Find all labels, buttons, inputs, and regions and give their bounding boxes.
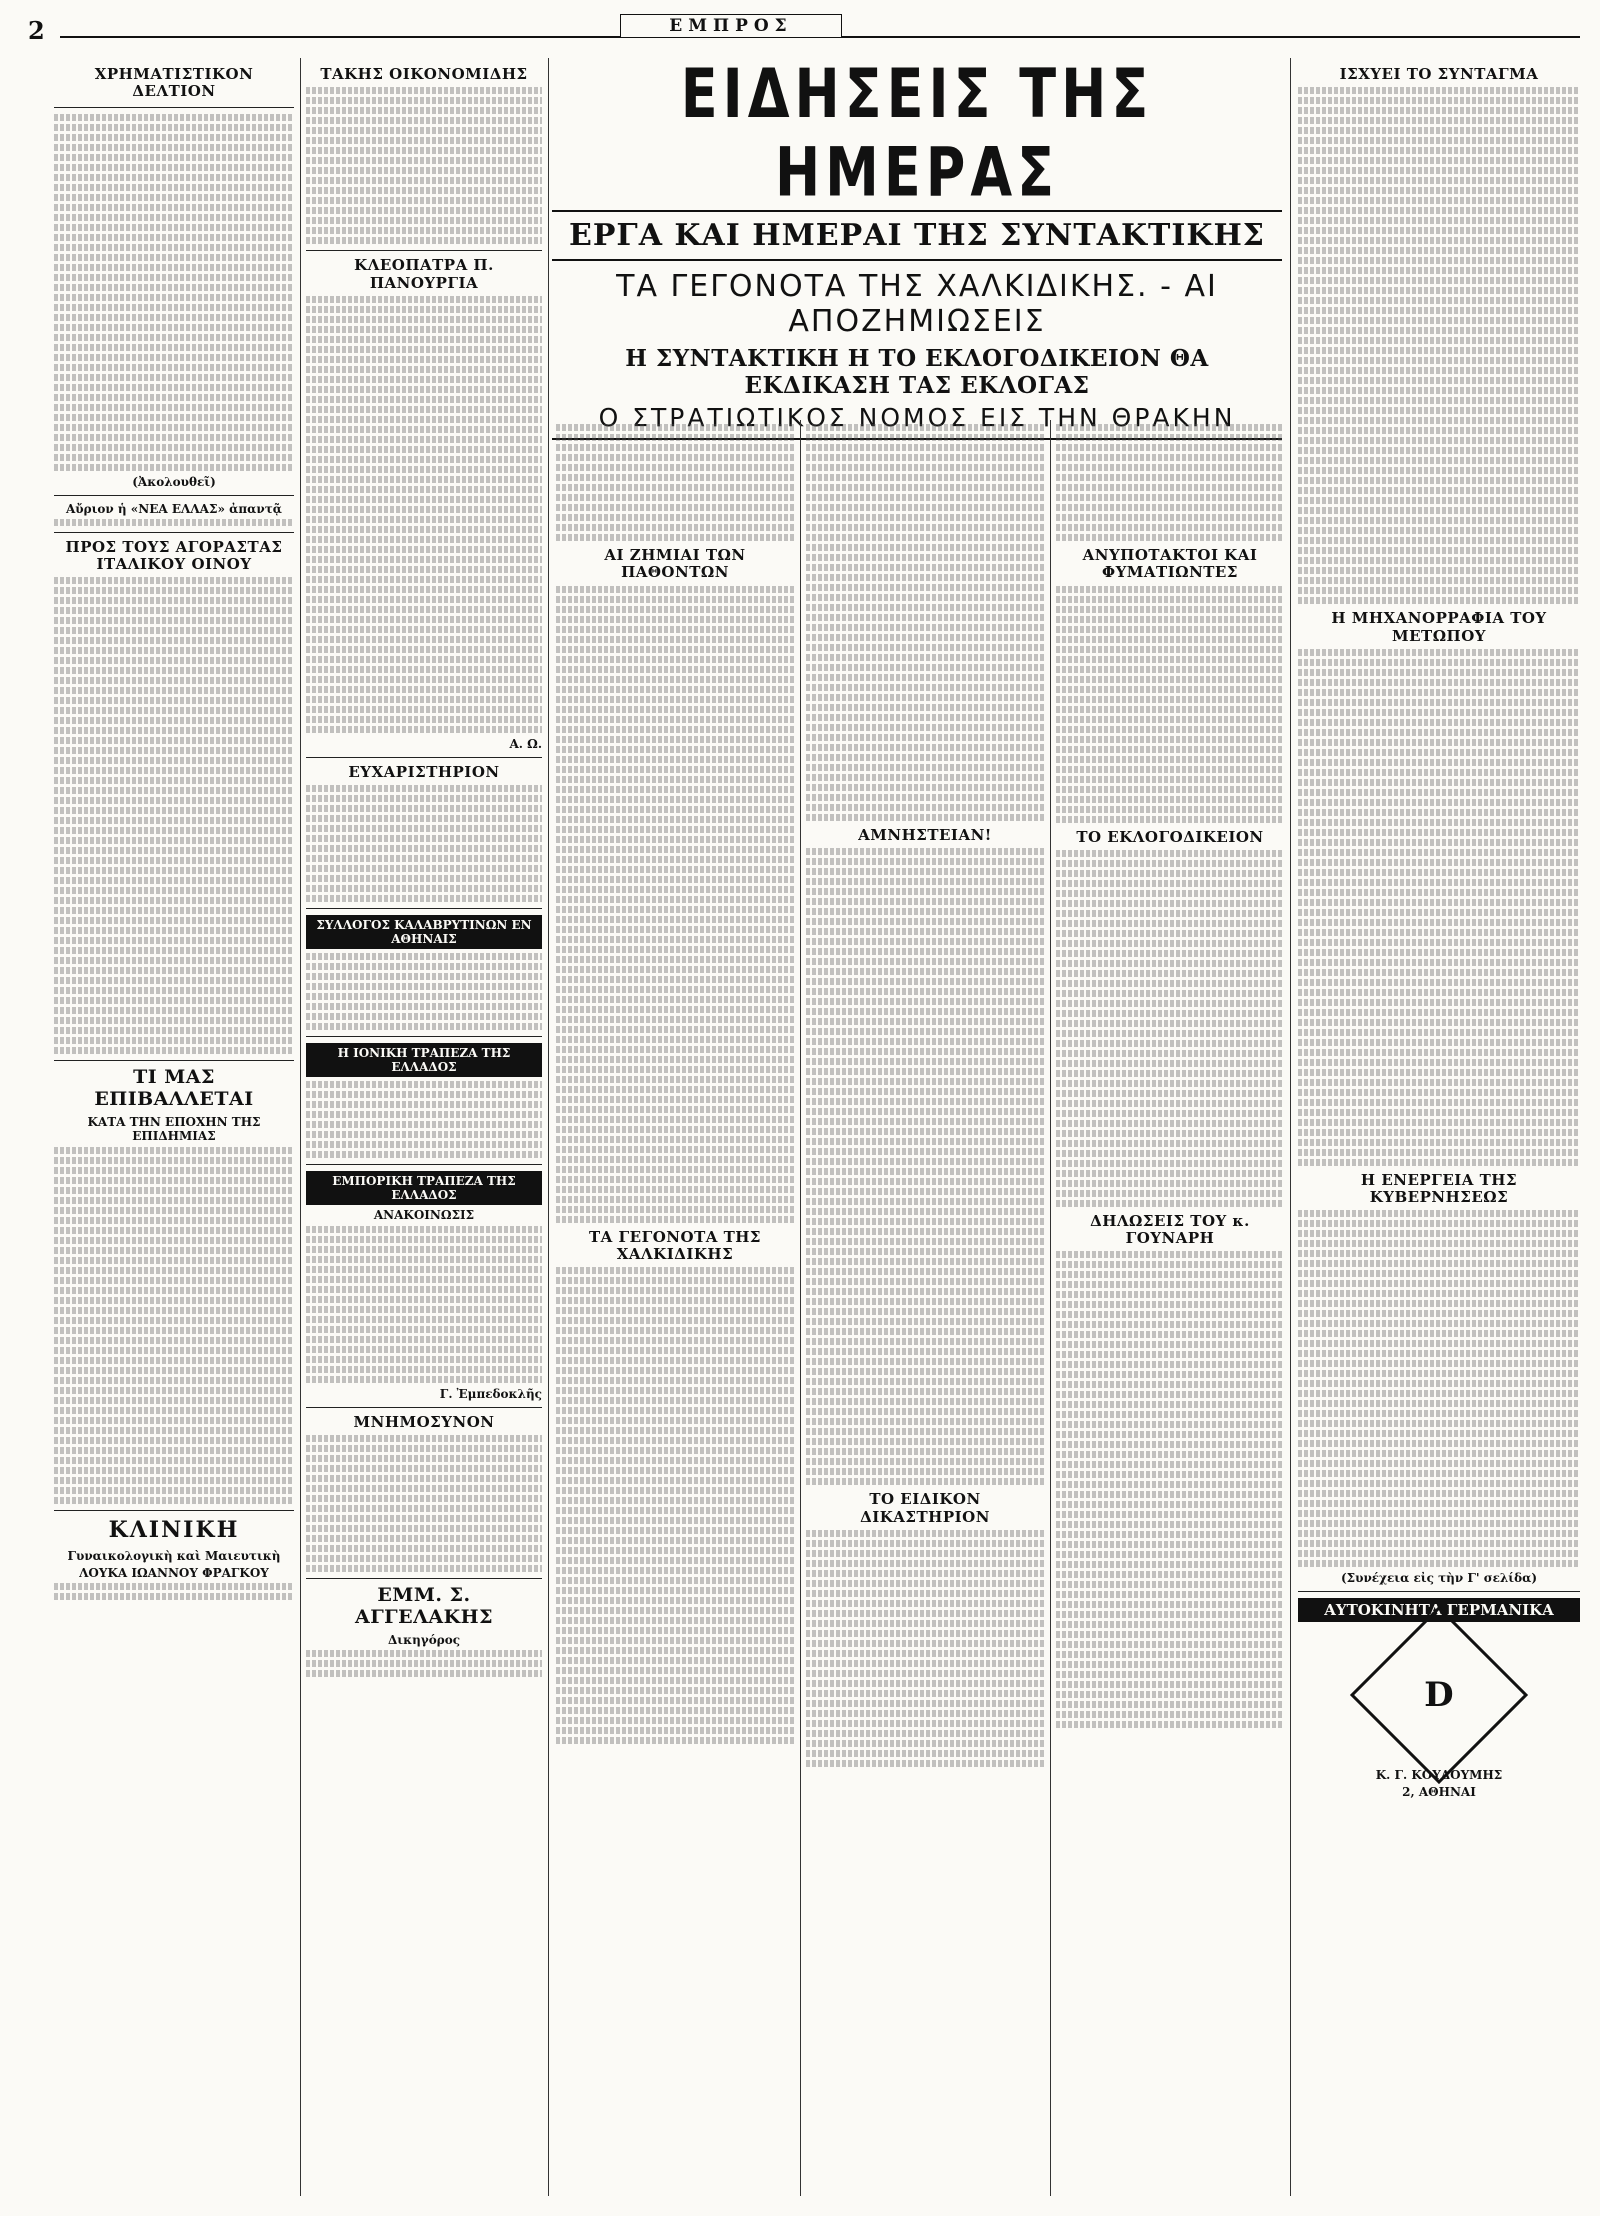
- continued-note: (Ἀκολουθεῖ): [132, 474, 216, 489]
- divider: [306, 1164, 542, 1165]
- article-body: [556, 424, 794, 541]
- article-body: [556, 1267, 794, 1744]
- subheadline: ΤΑ ΓΕΓΟΝΟΤΑ ΤΗΣ ΧΑΛΚΙΔΙΚΗΣ. - ΑΙ ΑΠΟΖΗΜΙΩΣΕΙΣ: [616, 269, 1218, 339]
- divider: [54, 532, 294, 533]
- heading: ΕΥΧΑΡΙΣΤΗΡΙΟΝ: [348, 762, 500, 781]
- ad-heading: ΑΥΤΟΚΙΝΗΤΑ ΓΕΡΜΑΝΙΚΑ: [1298, 1598, 1580, 1622]
- column-2: [306, 60, 542, 2196]
- subheading: Δικηγόρος: [387, 1632, 461, 1647]
- heading: ΚΛΕΟΠΑΤΡΑ Π. ΠΑΝΟΥΡΓΙΑ: [354, 256, 494, 292]
- article-body: [806, 848, 1044, 1485]
- section-heading: ΤΟ ΕΙΔΙΚΟΝ ΔΙΚΑΣΤΗΡΙΟΝ: [860, 1490, 990, 1526]
- article-body: [1056, 850, 1284, 1207]
- heading: ΤΙ ΜΑΣ ΕΠΙΒΑΛΛΕΤΑΙ: [94, 1066, 254, 1110]
- divider: [54, 1060, 294, 1061]
- ad-name: ΛΟΥΚΑ ΙΩΑΝΝΟΥ ΦΡΑΓΚΟΥ: [79, 1565, 269, 1580]
- article-body: [54, 1147, 294, 1504]
- column-3: [556, 420, 794, 2196]
- article-body: [306, 953, 542, 1030]
- article-body: [54, 577, 294, 1054]
- divider: [306, 1407, 542, 1408]
- column-1: [54, 60, 294, 2196]
- heading: ΠΡΟΣ ΤΟΥΣ ΑΓΟΡΑΣΤΑΣ ΙΤΑΛΙΚΟΥ ΟΙΝΟΥ: [65, 537, 283, 573]
- column-6: [1298, 60, 1580, 2196]
- article-body: [1298, 649, 1580, 1166]
- column-rule: [548, 58, 549, 2196]
- subheadline: ΕΡΓΑ ΚΑΙ ΗΜΕΡΑΙ ΤΗΣ ΣΥΝΤΑΚΤΙΚΗΣ: [552, 210, 1282, 261]
- divider: [306, 1578, 542, 1579]
- subheadline: Ο ΣΤΡΑΤΙΩΤΙΚΟΣ ΝΟΜΟΣ ΕΙΣ ΤΗΝ ΘΡΑΚΗΝ: [552, 403, 1282, 440]
- subheading: ΚΑΤΑ ΤΗΝ ΕΠΟΧΗΝ ΤΗΣ ΕΠΙΔΗΜΙΑΣ: [87, 1114, 261, 1143]
- heading: ΙΣΧΥΕΙ ΤΟ ΣΥΝΤΑΓΜΑ: [1339, 65, 1539, 83]
- column-rule: [1290, 58, 1291, 2196]
- divider: [306, 250, 542, 251]
- article-body: [1056, 1251, 1284, 1728]
- article-body: [1298, 1210, 1580, 1567]
- section-heading: ΤΑ ΓΕΓΟΝΟΤΑ ΤΗΣ ΧΑΛΚΙΔΙΚΗΣ: [588, 1227, 762, 1263]
- section-heading: ΑΝΥΠΟΤΑΚΤΟΙ ΚΑΙ ΦΥΜΑΤΙΩΝΤΕΣ: [1082, 546, 1258, 582]
- column-rule: [800, 420, 801, 2196]
- column-rule: [1050, 420, 1051, 2196]
- signature: Α. Ω.: [509, 736, 542, 751]
- divider: [54, 1510, 294, 1511]
- subheadline: Η ΣΥΝΤΑΚΤΙΚΗ Η ΤΟ ΕΚΛΟΓΟΔΙΚΕΙΟΝ ΘΑ ΕΚΔΙΚΑΣΗ ΤΑΣ ΕΚΛΟΓΑΣ: [625, 345, 1209, 399]
- heading: Η ΙΟΝΙΚΗ ΤΡΑΠΕΖΑ ΤΗΣ ΕΛΛΑΔΟΣ: [306, 1043, 542, 1077]
- headline-block: [552, 52, 1282, 440]
- section-heading: ΔΗΛΩΣΕΙΣ ΤΟΥ κ. ΓΟΥΝΑΡΗ: [1090, 1211, 1250, 1247]
- section-heading: ΑΙ ΖΗΜΙΑΙ ΤΩΝ ΠΑΘΟΝΤΩΝ: [604, 546, 746, 582]
- divider: [54, 107, 294, 108]
- column-4: [806, 420, 1044, 2196]
- article-body: [306, 1435, 542, 1572]
- heading: ΧΡΗΜΑΤΙΣΤΙΚΟΝ ΔΕΛΤΙΟΝ: [94, 65, 254, 101]
- article-body: [806, 424, 1044, 821]
- column-rule: [300, 58, 301, 2196]
- article-body: [1056, 424, 1284, 541]
- stock-list: [54, 114, 294, 471]
- article-body: [306, 785, 542, 902]
- ad-name: Κ. Γ. ΚΟΥΔΟΥΜΗΣ: [1375, 1768, 1503, 1783]
- article-body: [556, 586, 794, 1223]
- divider: [306, 908, 542, 909]
- divider: [54, 495, 294, 496]
- heading: ΕΜΜ. Σ. ΑΓΓΕΛΑΚΗΣ: [354, 1584, 494, 1629]
- signature: Γ. Ἐμπεδοκλῆς: [439, 1387, 542, 1401]
- paper-name: ΕΜΠΡΟΣ: [620, 14, 842, 38]
- column-5: [1056, 420, 1284, 2196]
- notice: Αὔριον ἡ «ΝΕΑ ΕΛΛΑΣ» ἀπαντᾷ: [65, 501, 283, 516]
- divider: [306, 1036, 542, 1037]
- heading: ΕΜΠΟΡΙΚΗ ΤΡΑΠΕΖΑ ΤΗΣ ΕΛΛΑΔΟΣ: [306, 1171, 542, 1205]
- continuation-note: (Συνέχεια εἰς τὴν Γ' σελίδα): [1340, 1571, 1538, 1586]
- ad-address: 2, ΑΘΗΝΑΙ: [1402, 1785, 1476, 1800]
- article-body: [306, 87, 542, 244]
- divider: [1298, 1591, 1580, 1592]
- article-body: [1298, 87, 1580, 604]
- subheading: ΑΝΑΚΟΙΝΩΣΙΣ: [373, 1208, 475, 1222]
- section-heading: ΤΟ ΕΚΛΟΓΟΔΙΚΕΙΟΝ: [1076, 827, 1264, 846]
- article-body: [306, 1081, 542, 1158]
- car-logo-icon: D: [1350, 1606, 1528, 1784]
- article-body: [1056, 586, 1284, 823]
- article-body: [306, 1226, 542, 1383]
- page-number: 2: [28, 16, 45, 45]
- heading: Η ΕΝΕΡΓΕΙΑ ΤΗΣ ΚΥΒΕΡΝΗΣΕΩΣ: [1360, 1170, 1518, 1206]
- article-body: [306, 296, 542, 733]
- main-headline: ΕΙΔΗΣΕΙΣ ΤΗΣ ΗΜΕΡΑΣ: [680, 54, 1154, 212]
- divider: [306, 757, 542, 758]
- ad-subtitle: Γυναικολογικὴ καὶ Μαιευτικὴ: [67, 1548, 281, 1563]
- heading: Η ΜΗΧΑΝΟΡΡΑΦΙΑ ΤΟΥ ΜΕΤΩΠΟΥ: [1331, 609, 1547, 645]
- heading: ΣΥΛΛΟΓΟΣ ΚΑΛΑΒΡΥΤΙΝΩΝ ΕΝ ΑΘΗΝΑΙΣ: [306, 915, 542, 949]
- ad-title: ΚΛΙΝΙΚΗ: [108, 1516, 240, 1543]
- heading: ΤΑΚΗΣ ΟΙΚΟΝΟΜΙΔΗΣ: [320, 65, 528, 83]
- article-body: [806, 1530, 1044, 1767]
- heading: ΜΝΗΜΟΣΥΝΟΝ: [353, 1413, 495, 1431]
- section-heading: ΑΜΝΗΣΤΕΙΑΝ!: [858, 826, 992, 844]
